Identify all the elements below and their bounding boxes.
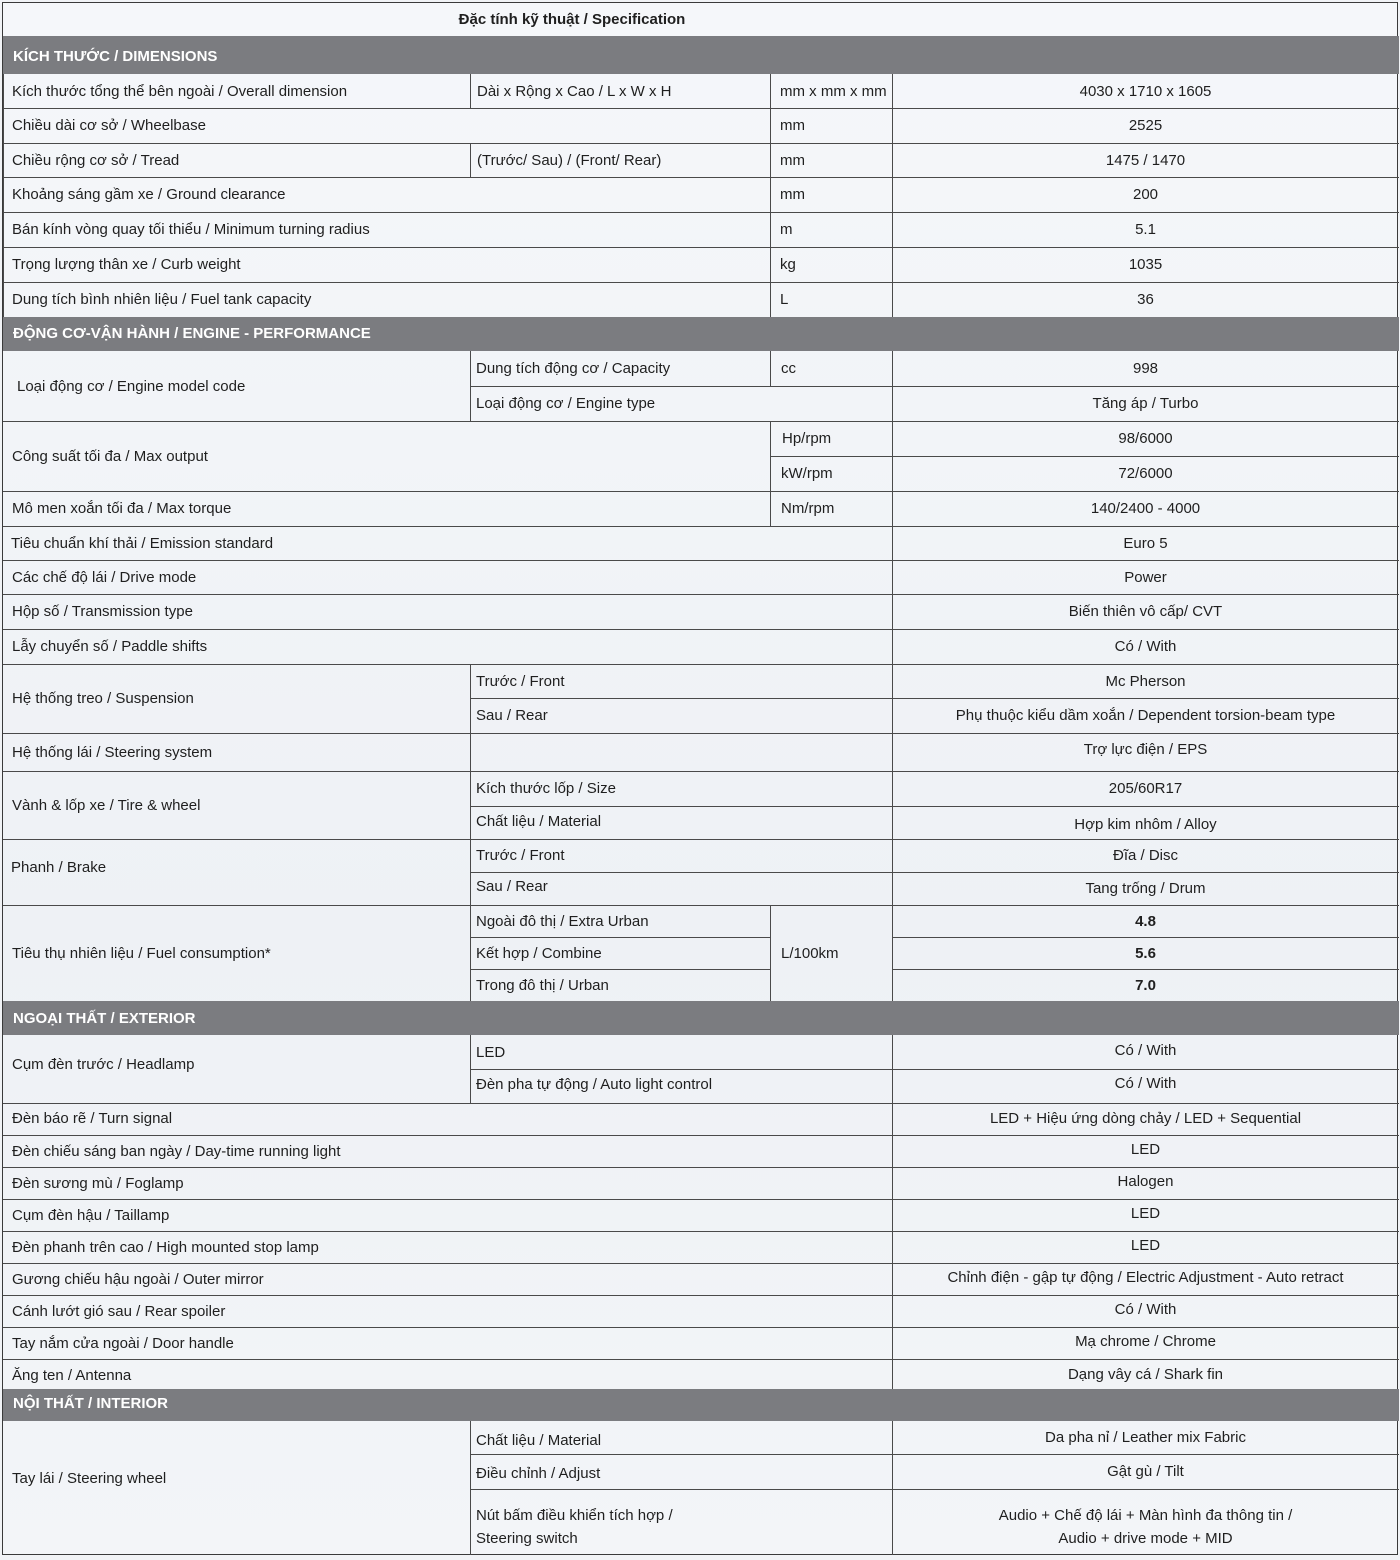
row-value: Halogen <box>1117 1172 1174 1190</box>
sublabel-line: Nút bấm điều khiển tích hợp / <box>476 1507 673 1524</box>
row-label: Tiêu thụ nhiên liệu / Fuel consumption* <box>12 944 271 962</box>
row-unit: mm <box>780 186 805 203</box>
row-unit: mm <box>780 117 805 134</box>
row-sublabel: LED <box>476 1043 506 1061</box>
value-line: Audio + Chế độ lái + Màn hình đa thông tin / <box>998 1507 1293 1524</box>
row-unit: Nm/rpm <box>781 500 835 517</box>
row-unit: cc <box>781 360 796 377</box>
row-sublabel: (Trước/ Sau) / (Front/ Rear) <box>477 151 662 169</box>
row-label: Chiều rộng cơ sở / Tread <box>12 151 180 169</box>
row-value: 7.0 <box>1135 976 1156 994</box>
row-sublabel: Trong đô thị / Urban <box>476 976 609 994</box>
row-value: Biến thiên vô cấp/ CVT <box>1068 603 1223 620</box>
row-sublabel: Điều chỉnh / Adjust <box>476 1464 601 1482</box>
row-value: 5.1 <box>1135 221 1156 238</box>
row-value: 72/6000 <box>1118 465 1173 482</box>
row-unit: mm x mm x mm <box>780 82 887 100</box>
row-label: Đèn sương mù / Foglamp <box>12 1174 184 1192</box>
row-label: Cụm đèn hậu / Taillamp <box>12 1206 170 1224</box>
row-label: Đèn phanh trên cao / High mounted stop lamp <box>12 1238 319 1256</box>
row-label: Mô men xoắn tối đa / Max torque <box>12 500 232 517</box>
page-title: Đặc tính kỹ thuật / Specification <box>458 11 686 28</box>
row-value: LED <box>1130 1204 1161 1222</box>
value-line: Audio + drive mode + MID <box>1058 1530 1233 1547</box>
row-label: Kích thước tổng thể bên ngoài / Overall dimension <box>12 82 348 100</box>
row-label: Bán kính vòng quay tối thiểu / Minimum turning radius <box>12 221 370 238</box>
row-value: 998 <box>1132 360 1159 377</box>
row-value: 205/60R17 <box>1108 780 1183 797</box>
row-sublabel: Trước / Front <box>476 847 565 864</box>
row-sublabel: Sau / Rear <box>476 707 548 724</box>
row-value <box>892 1499 1399 1555</box>
section-header-dimensions: KÍCH THƯỚC / DIMENSIONS <box>3 36 1399 74</box>
row-label: Đèn báo rẽ / Turn signal <box>12 1109 173 1127</box>
row-sublabel <box>470 1499 892 1555</box>
row-value: Hợp kim nhôm / Alloy <box>1074 815 1217 833</box>
row-sublabel: Chất liệu / Material <box>476 1431 602 1449</box>
row-sublabel: Ngoài đô thị / Extra Urban <box>476 912 649 930</box>
row-label: Cánh lướt gió sau / Rear spoiler <box>12 1302 226 1320</box>
row-value: Euro 5 <box>1123 534 1168 552</box>
row-unit: L/100km <box>781 944 839 962</box>
row-sublabel: Trước / Front <box>476 672 565 690</box>
section-header-exterior: NGOẠI THẤT / EXTERIOR <box>3 1001 1399 1035</box>
row-label: Hệ thống lái / Steering system <box>12 743 213 761</box>
row-label: Các chế độ lái / Drive mode <box>12 568 197 586</box>
row-label: Trọng lượng thân xe / Curb weight <box>12 256 241 273</box>
row-unit: m <box>780 221 793 238</box>
row-value: LED <box>1130 1236 1161 1254</box>
row-value: Phụ thuộc kiểu dầm xoắn / Dependent torsion-beam type <box>955 707 1336 724</box>
row-value: Gật gù / Tilt <box>1107 1463 1184 1480</box>
row-label: Lẫy chuyển số / Paddle shifts <box>12 638 208 655</box>
row-sublabel: Chất liệu / Material <box>476 812 602 830</box>
section-header-engine: ĐỘNG CƠ-VẬN HÀNH / ENGINE - PERFORMANCE <box>3 317 1399 351</box>
row-label: Loại động cơ / Engine model code <box>17 377 246 395</box>
row-value: Tăng áp / Turbo <box>1092 395 1199 412</box>
row-value: Có / With <box>1114 1041 1177 1059</box>
row-sublabel: Kết hợp / Combine <box>476 944 602 962</box>
row-sublabel: Kích thước lốp / Size <box>476 780 616 797</box>
row-sublabel: Sau / Rear <box>476 877 548 895</box>
row-value: Có / With <box>1114 1074 1177 1092</box>
row-value: 1035 <box>1128 256 1163 273</box>
row-label: Công suất tối đa / Max output <box>12 447 208 465</box>
row-label: Tiêu chuẩn khí thải / Emission standard <box>11 534 274 552</box>
row-label: Cụm đèn trước / Headlamp <box>12 1055 195 1073</box>
spec-sheet <box>2 2 1398 1555</box>
row-value: 2525 <box>1128 117 1163 134</box>
row-value: LED + Hiệu ứng dòng chảy / LED + Sequential <box>989 1109 1302 1127</box>
row-sublabel: Loại động cơ / Engine type <box>476 395 656 412</box>
row-label: Khoảng sáng gầm xe / Ground clearance <box>12 186 286 203</box>
row-unit: kW/rpm <box>781 465 833 482</box>
row-value: Trợ lực điện / EPS <box>1083 741 1208 758</box>
row-label: Tay nắm cửa ngoài / Door handle <box>12 1334 234 1352</box>
row-label: Chiều dài cơ sở / Wheelbase <box>12 117 206 134</box>
row-sublabel: Đèn pha tự động / Auto light control <box>476 1075 713 1093</box>
row-value: Đĩa / Disc <box>1112 847 1178 864</box>
row-label: Tay lái / Steering wheel <box>12 1469 167 1487</box>
row-label: Đèn chiếu sáng ban ngày / Day-time running light <box>12 1142 341 1160</box>
row-unit: L <box>780 291 789 308</box>
row-unit: Hp/rpm <box>782 430 832 447</box>
row-value: Mc Pherson <box>1105 672 1186 690</box>
row-label: Dung tích bình nhiên liệu / Fuel tank capacity <box>12 291 312 308</box>
row-value: Có / With <box>1114 638 1177 655</box>
row-label: Hệ thống treo / Suspension <box>12 690 194 707</box>
row-value: 98/6000 <box>1118 430 1173 447</box>
row-value: 200 <box>1132 186 1159 203</box>
row-value: Chỉnh điện - gập tự động / Electric Adjustment - Auto retract <box>947 1268 1344 1286</box>
row-value: 5.6 <box>1135 944 1156 962</box>
row-label: Hộp số / Transmission type <box>12 603 193 620</box>
row-value: 4.8 <box>1135 912 1156 930</box>
row-label: Phanh / Brake <box>11 858 107 876</box>
row-value: Tang trống / Drum <box>1085 880 1206 897</box>
row-value: Mạ chrome / Chrome <box>1075 1332 1216 1350</box>
row-value: Dạng vây cá / Shark fin <box>1067 1365 1224 1383</box>
row-label: Gương chiếu hậu ngoài / Outer mirror <box>12 1270 264 1288</box>
row-unit: kg <box>780 256 796 273</box>
sublabel-line: Steering switch <box>476 1530 578 1547</box>
row-value: Power <box>1124 568 1167 586</box>
row-label: Vành & lốp xe / Tire & wheel <box>12 796 201 814</box>
row-value: Có / With <box>1114 1300 1177 1318</box>
row-value: 4030 x 1710 x 1605 <box>1079 82 1212 100</box>
row-label: Ăng ten / Antenna <box>12 1366 132 1384</box>
row-value: 36 <box>1137 291 1154 308</box>
row-sublabel: Dài x Rộng x Cao / L x W x H <box>477 82 672 100</box>
row-value: Da pha nỉ / Leather mix Fabric <box>1045 1429 1246 1446</box>
row-unit: mm <box>780 151 805 169</box>
row-value: LED <box>1130 1140 1161 1158</box>
row-value: 140/2400 - 4000 <box>1090 500 1201 517</box>
row-sublabel: Dung tích động cơ / Capacity <box>476 360 671 377</box>
row-value: 1475 / 1470 <box>1105 151 1186 169</box>
section-header-interior: NỘI THẤT / INTERIOR <box>3 1389 1399 1421</box>
